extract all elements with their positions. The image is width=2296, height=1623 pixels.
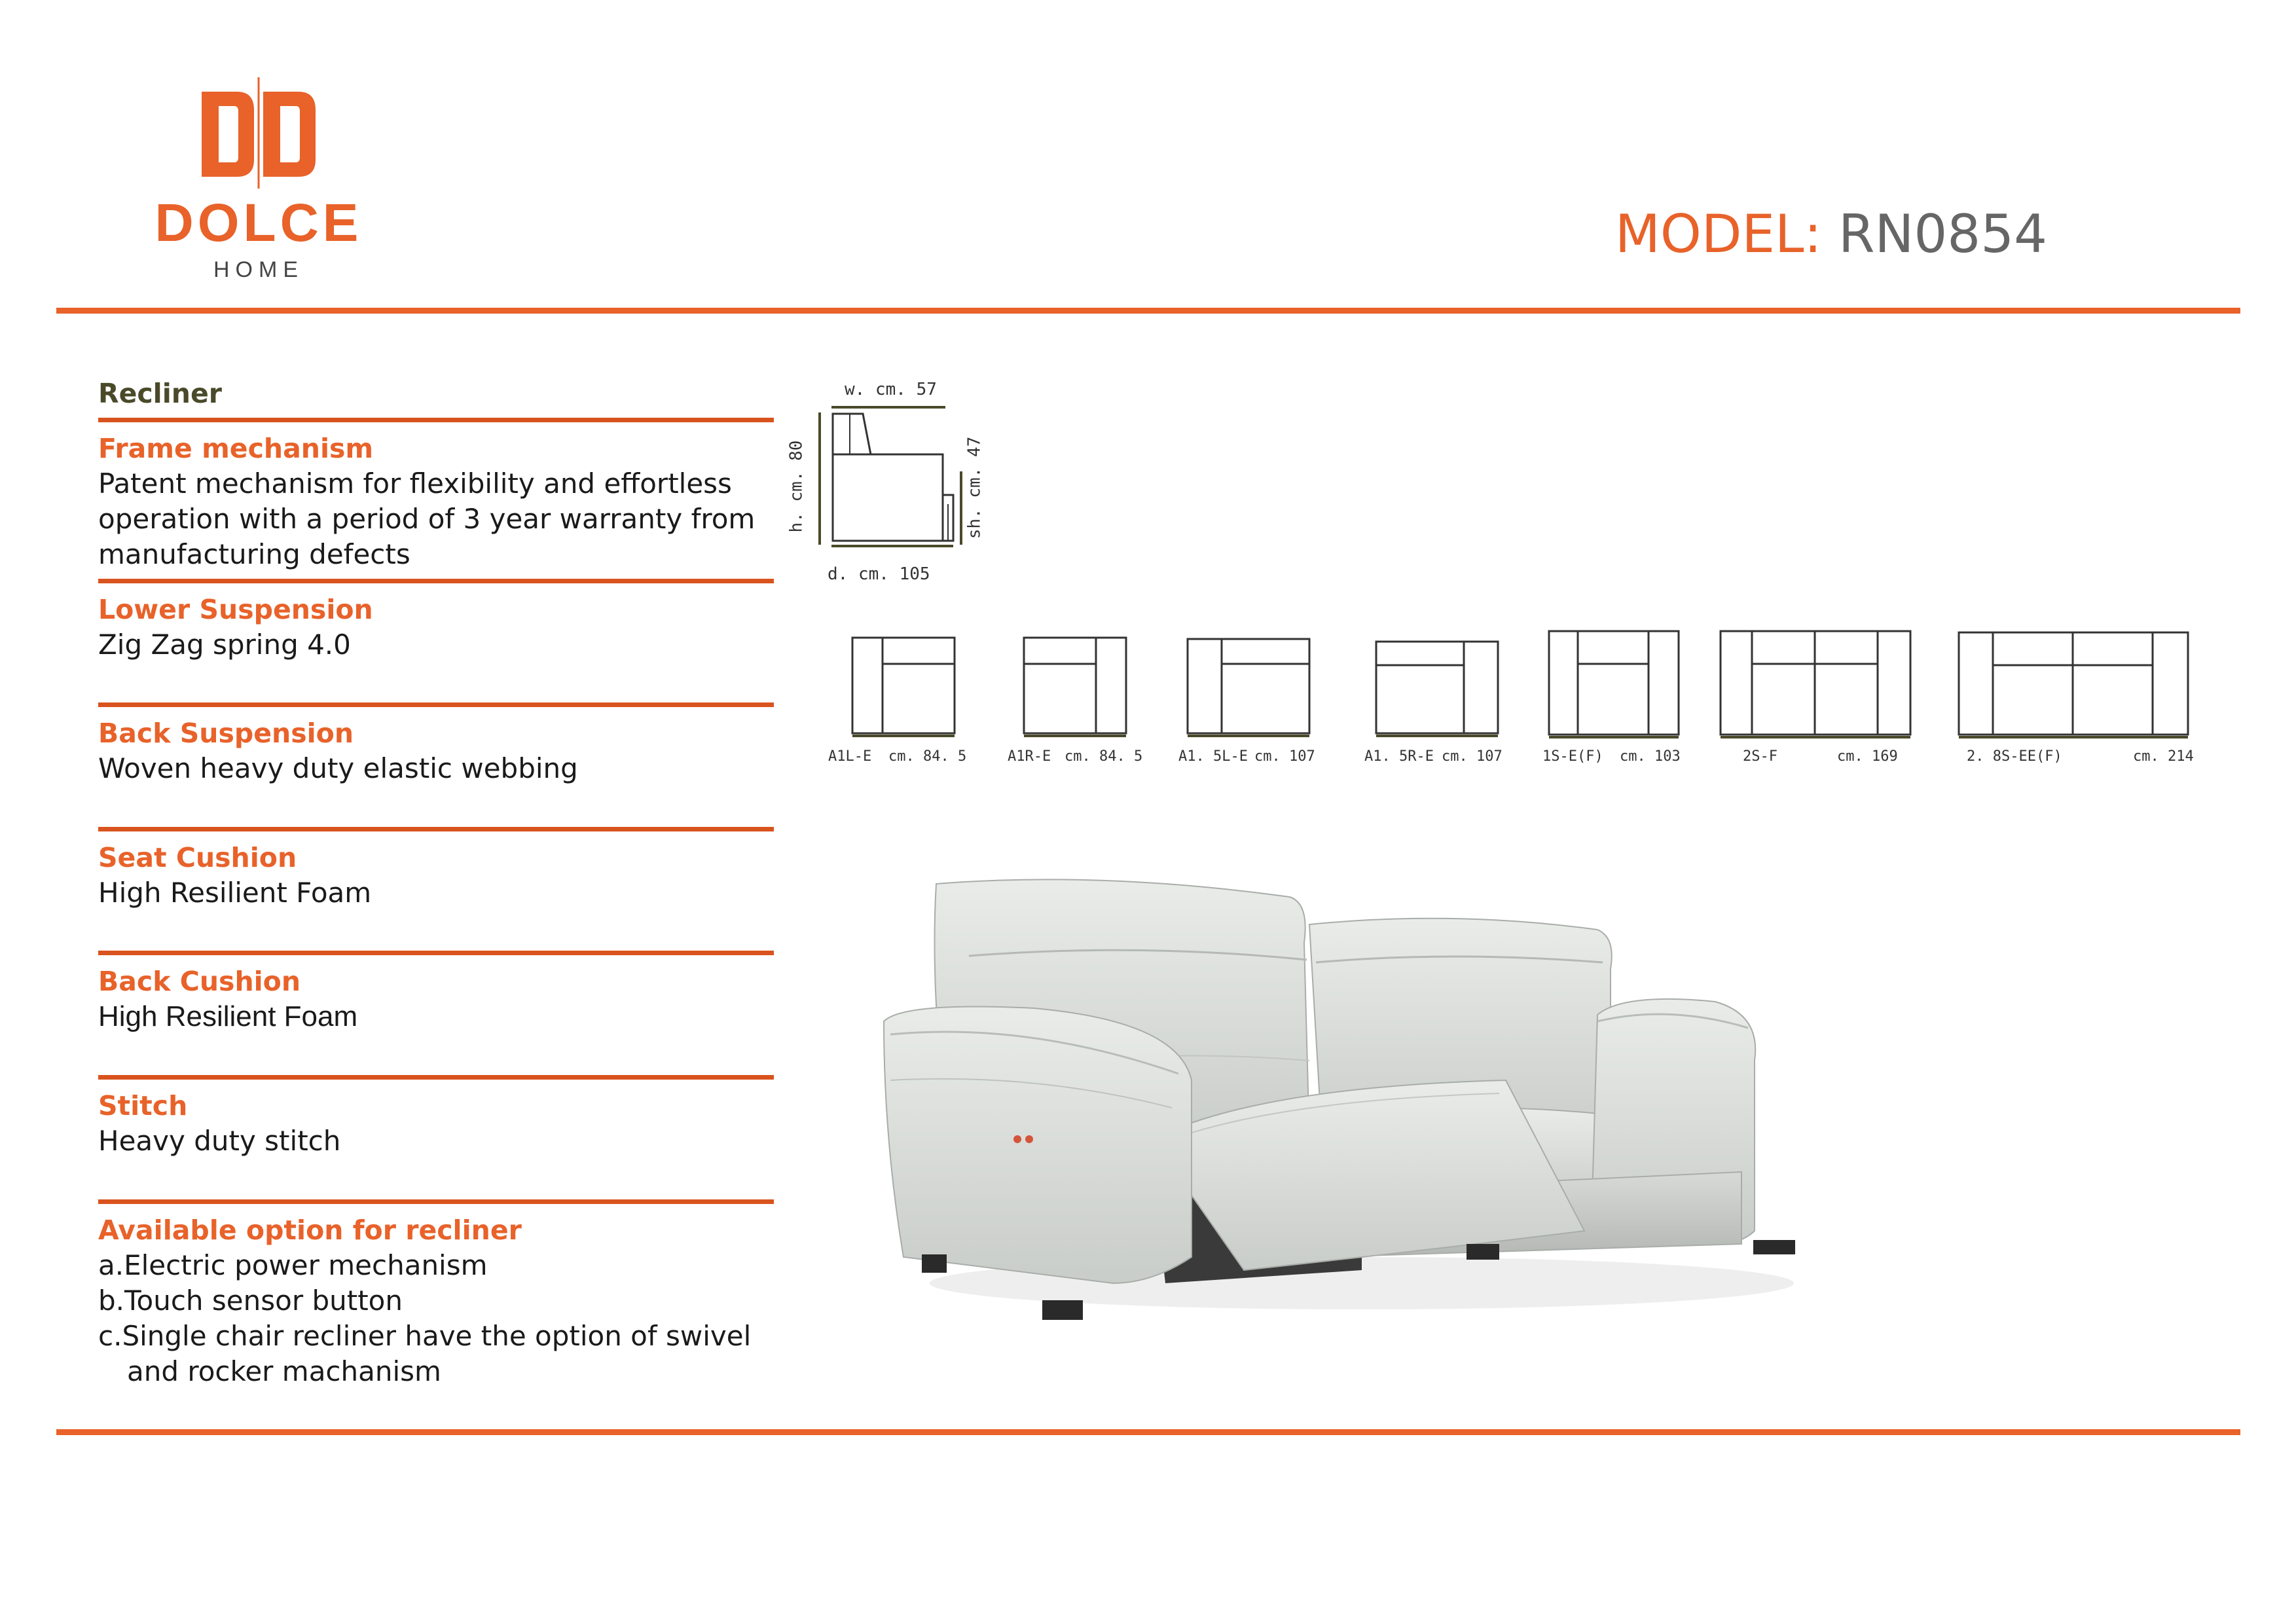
spec-divider [98,951,774,955]
spec-divider [98,1075,774,1080]
spec-line: Heavy duty stitch [98,1125,341,1157]
spec-line: operation with a period of 3 year warranty from [98,503,756,535]
config-a1-5l-e [1185,634,1316,739]
spec-line: High Resilient Foam [98,1000,358,1032]
spec-heading: Frame mechanism [98,433,374,464]
width-label: w. cm. 57 [845,380,937,399]
config-code: A1R-E [1008,748,1051,765]
config-code: A1. 5R-E [1364,748,1434,765]
config-code: A1L-E [828,748,872,765]
product-image-sofa [864,864,1820,1336]
spec-heading: Back Suspension [98,718,354,749]
spec-stitch [98,1088,779,1159]
spec-line: and rocker machanism [127,1355,441,1387]
config-code: 2. 8S-EE(F) [1967,748,2062,765]
spec-line: Patent mechanism for flexibility and effortless [98,467,732,500]
dimension-diagram [786,373,1021,589]
spec-frame-mechanism [98,431,792,572]
spec-line: c.Single chair recliner have the option of swivel [98,1320,752,1352]
spec-available-options [98,1213,818,1389]
config-size: cm. 169 [1837,748,1898,765]
config-code: A1. 5L-E [1178,748,1248,765]
spec-seat-cushion [98,840,779,911]
spec-heading: Lower Suspension [98,594,373,625]
spec-heading: Seat Cushion [98,842,297,873]
spec-lower-suspension [98,592,779,663]
spec-heading: Back Cushion [98,966,301,997]
config-1s-e-f [1546,629,1684,740]
depth-label: d. cm. 105 [828,564,930,584]
model-heading [1614,204,2047,264]
seat-height-label: sh. cm. 47 [964,436,985,539]
config-size: cm. 107 [1442,748,1503,765]
spec-line: manufacturing defects [98,538,410,570]
model-label: MODEL: [1614,204,1822,264]
spec-back-cushion [98,964,779,1034]
spec-divider [98,702,774,707]
product-type: Recliner [98,378,223,409]
brand-subtitle: HOME [213,257,304,282]
config-a1-5r-e [1374,634,1504,739]
config-code: 2S-F [1743,748,1777,765]
config-size: cm. 103 [1620,748,1681,765]
spec-line: Zig Zag spring 4.0 [98,629,351,661]
config-2-8s-ee-f [1956,630,2192,741]
config-size: cm. 84. 5 [888,748,967,765]
spec-divider [98,418,774,422]
config-size: cm. 84. 5 [1065,748,1143,765]
brand-logo-mark [196,77,321,189]
config-size: cm. 107 [1254,748,1315,765]
footer-divider [56,1429,2240,1435]
spec-heading: Available option for recliner [98,1214,522,1246]
spec-back-suspension [98,716,779,786]
spec-heading: Stitch [98,1090,188,1122]
spec-divider [98,1199,774,1204]
spec-line: High Resilient Foam [98,877,372,909]
spec-line: a.Electric power mechanism [98,1249,488,1281]
spec-divider [98,579,774,583]
config-a1r-e [1021,634,1139,739]
spec-line: Woven heavy duty elastic webbing [98,752,578,784]
height-label: h. cm. 80 [786,440,807,533]
config-size: cm. 214 [2133,748,2194,765]
header-divider [56,308,2240,314]
spec-line: b.Touch sensor button [98,1285,403,1317]
config-code: 1S-E(F) [1542,748,1603,765]
model-number: RN0854 [1838,204,2047,264]
config-a1l-e [848,634,966,739]
config-2s-f [1718,629,1914,740]
brand-name: DOLCE [155,193,363,253]
spec-divider [98,827,774,831]
